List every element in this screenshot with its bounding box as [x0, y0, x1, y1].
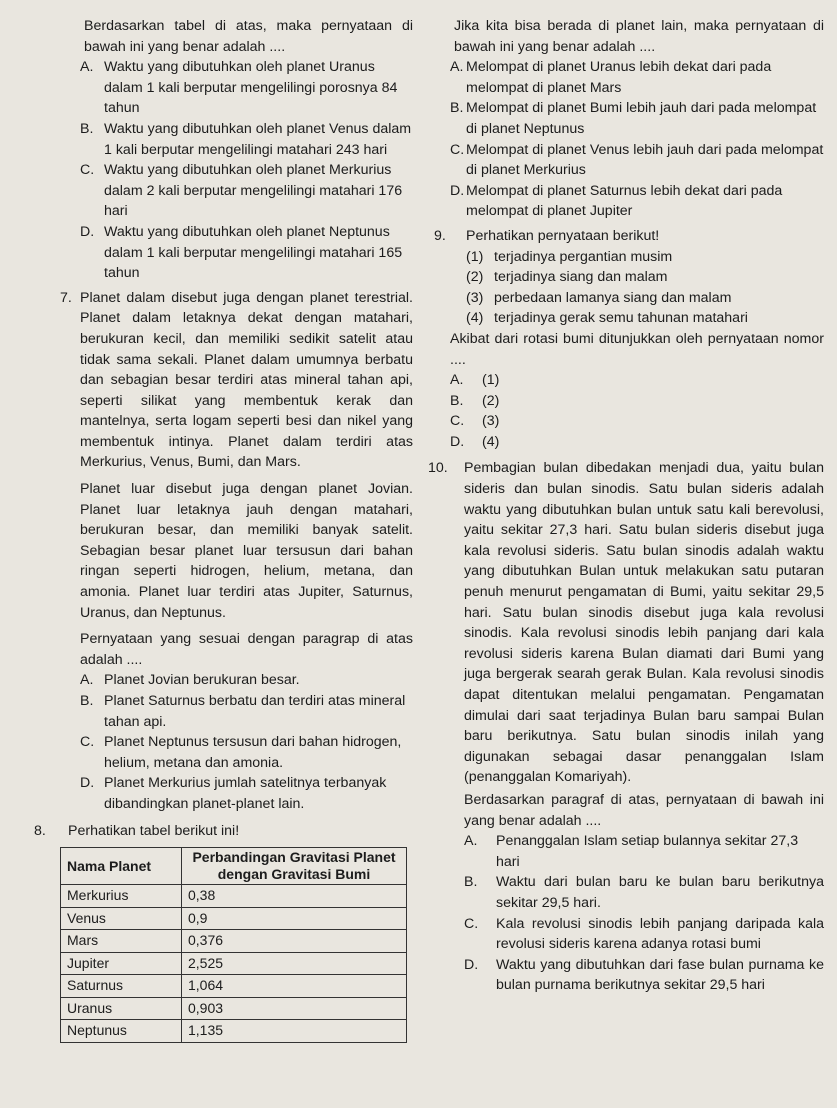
statement-text: terjadinya pergantian musim — [494, 248, 673, 265]
table-row — [61, 1020, 407, 1043]
q9-statement — [450, 267, 824, 288]
cell-value: 0,903 — [182, 997, 407, 1020]
option-letter: A. — [450, 59, 464, 76]
option-letter: C. — [464, 915, 479, 932]
option-letter: D. — [464, 956, 479, 973]
q6-option-d[interactable] — [68, 222, 413, 284]
q10-option-c[interactable] — [464, 914, 824, 955]
q8-option-b[interactable] — [434, 98, 824, 139]
cell-value: 1,064 — [182, 975, 407, 998]
cell-planet: Venus — [61, 907, 182, 930]
cell-value: 0,38 — [182, 885, 407, 908]
q7-question: Pernyataan yang sesuai dengan paragrap di atas adalah .... — [80, 631, 413, 668]
q10-option-b[interactable] — [464, 872, 824, 913]
table-row — [61, 975, 407, 998]
option-text: Waktu yang dibutuhkan oleh planet Uranus dalam 1 kali berputar mengelilingi porosnya 84 tahun — [104, 59, 398, 117]
option-text: Waktu dari bulan baru ke bulan baru berikutnya sekitar 29,5 hari. — [496, 874, 824, 911]
q7-paragraph-2: Planet luar disebut juga dengan planet Jovian. Planet luar letaknya jauh dengan matahari, berukuran besar, dan memiliki banyak satelit. Sebagian besar planet luar tersusun dari bahan ringan seperti hidrogen, helium, metana, dan amonia. Planet luar terdiri atas Jupiter, Saturnus, Uranus, dan Neptunus. — [80, 481, 413, 621]
q10-paragraph: Pembagian bulan dibedakan menjadi dua, yaitu bulan sideris dan bulan sinodis. Satu bulan sideris adalah waktu yang dibutuhkan bulan untuk satu kali berevolusi, yaitu sekitar 27,3 hari. Satu bulan sideris disebut juga kala revolusi sideris. Satu bulan sinodis adalah waktu yang dibutuhkan Bulan untuk melakukan satu putaran penuh menurut pengamatan di Bumi, yaitu sekitar 29,5 hari. Satu bulan sinodis disebut juga kala revolusi sinodis. Kala revolusi sinodis lebih panjang dari kala revolusi sideris karena Bulan diamati dari Bumi yang juga bergerak searah gerak Bulan. Kala revolusi sinodis dapat ditentukan melalui pengamatan. Pengamatan dimulai dari saat terjadinya Bulan baru sampai Bulan baru berikutnya. Satu bulan sinodis inilah yang digunakan sebagai dasar penanggalan Islam (penanggalan Komariyah). — [464, 460, 824, 786]
cell-planet: Mars — [61, 930, 182, 953]
q9-statement — [450, 308, 824, 329]
option-text: Waktu yang dibutuhkan oleh planet Venus dalam 1 kali berputar mengelilingi matahari 243 hari — [104, 120, 412, 158]
statement-number: (1) — [466, 248, 484, 265]
option-text: (2) — [482, 392, 500, 409]
option-text: Penanggalan Islam setiap bulannya sekitar 27,3 hari — [496, 833, 799, 870]
option-letter: C. — [80, 734, 95, 751]
option-letter: C. — [450, 141, 465, 158]
q10-option-d[interactable] — [464, 955, 824, 996]
q8-continuation-intro: Jika kita bisa berada di planet lain, maka pernyataan di bawah ini yang benar adalah .... — [454, 18, 824, 55]
question-7 — [60, 288, 413, 815]
option-text: Planet Jovian berukuran besar. — [104, 672, 300, 689]
option-letter: D. — [450, 182, 465, 199]
header-gravity-ratio: Perbandingan Gravitasi Planet dengan Gravitasi Bumi — [182, 848, 407, 885]
q8-prompt: Perhatikan tabel berikut ini! — [68, 822, 240, 839]
option-text: Planet Merkurius jumlah satelitnya terbanyak dibandingkan planet-planet lain. — [104, 775, 387, 812]
option-text: (3) — [482, 413, 500, 430]
right-column — [428, 16, 824, 996]
q7-option-d[interactable] — [68, 773, 413, 814]
option-letter: C. — [450, 413, 465, 430]
option-text: Melompat di planet Bumi lebih jauh dari pada melompat di planet Neptunus — [466, 100, 817, 137]
option-letter: B. — [450, 392, 464, 409]
question-8 — [34, 821, 413, 1043]
q6-option-a[interactable] — [68, 57, 413, 119]
option-letter: A. — [80, 59, 94, 76]
q9-statement — [450, 247, 824, 268]
option-text: Planet Saturnus berbatu dan terdiri atas mineral tahan api. — [104, 693, 406, 730]
q7-option-a[interactable] — [68, 670, 413, 691]
option-text: Melompat di planet Saturnus lebih dekat dari pada melompat di planet Jupiter — [466, 182, 783, 220]
option-letter: D. — [80, 775, 95, 792]
cell-planet: Jupiter — [61, 952, 182, 975]
option-letter: B. — [80, 120, 94, 137]
header-planet-name: Nama Planet — [61, 848, 182, 885]
option-letter: C. — [80, 162, 95, 179]
q6-intro: Berdasarkan tabel di atas, maka pernyataan di bawah ini yang benar adalah .... — [84, 18, 413, 55]
question-number: 9. — [434, 227, 446, 244]
option-letter: B. — [80, 693, 94, 709]
q9-option-a[interactable] — [450, 370, 824, 391]
option-text: Waktu yang dibutuhkan oleh planet Merkurius dalam 2 kali berputar mengelilingi matahari 176 hari — [104, 162, 403, 220]
cell-value: 0,376 — [182, 930, 407, 953]
statement-text: perbedaan lamanya siang dan malam — [494, 289, 732, 306]
q7-option-b[interactable] — [68, 691, 413, 732]
q10-question: Berdasarkan paragraf di atas, pernyataan di bawah ini yang benar adalah .... — [464, 791, 824, 829]
cell-planet: Neptunus — [61, 1020, 182, 1043]
question-9 — [434, 226, 824, 453]
option-letter: A. — [464, 833, 478, 850]
option-text: Waktu yang dibutuhkan oleh planet Neptunus dalam 1 kali berputar mengelilingi matahari 165 tahun — [104, 223, 403, 282]
table-row — [61, 907, 407, 930]
q8-option-d[interactable] — [434, 181, 824, 222]
q9-option-c[interactable] — [450, 411, 824, 432]
question-number: 8. — [34, 822, 46, 839]
cell-planet: Saturnus — [61, 975, 182, 998]
question-number: 7. — [60, 289, 72, 306]
q9-prompt: Perhatikan pernyataan berikut! — [466, 227, 660, 244]
option-letter: A. — [80, 672, 94, 689]
table-row — [61, 997, 407, 1020]
q9-option-d[interactable] — [450, 432, 824, 453]
option-text: (4) — [482, 433, 500, 450]
table-header — [61, 848, 407, 885]
option-letter: D. — [80, 223, 95, 240]
q9-statement — [450, 288, 824, 309]
q6-option-b[interactable] — [68, 119, 413, 160]
gravity-table — [60, 847, 407, 1043]
q9-question: Akibat dari rotasi bumi ditunjukkan oleh pernyataan nomor .... — [450, 330, 824, 368]
q8-option-a[interactable] — [434, 57, 824, 98]
statement-number: (3) — [466, 289, 484, 306]
option-text: (1) — [482, 372, 500, 389]
option-letter: B. — [464, 874, 478, 891]
cell-value: 2,525 — [182, 952, 407, 975]
q7-option-c[interactable] — [68, 732, 413, 773]
question-10 — [428, 458, 824, 995]
option-letter: B. — [450, 100, 464, 117]
q9-option-b[interactable] — [450, 391, 824, 412]
cell-planet: Merkurius — [61, 885, 182, 908]
cell-value: 0,9 — [182, 907, 407, 930]
option-letter: D. — [450, 433, 465, 450]
q7-paragraph-1: Planet dalam disebut juga dengan planet terestrial. Planet dalam letaknya dekat dengan matahari, berukuran kecil, dan memiliki sedikit satelit atau tidak sama sekali. Planet dalam umumnya berbatu dan sebagian besar terdiri atas mineral tahan api, seperti silikat yang membentuk kerak dan mantelnya, serta logam seperti besi dan nikel yang membentuk intinya. Planet dalam terdiri atas Merkurius, Venus, Bumi, dan Mars. — [80, 289, 413, 471]
statement-text: terjadinya siang dan malam — [494, 269, 668, 286]
option-text: Melompat di planet Uranus lebih dekat dari pada melompat di planet Mars — [466, 59, 772, 96]
statement-number: (2) — [466, 269, 484, 286]
statement-text: terjadinya gerak semu tahunan matahari — [494, 310, 748, 327]
q10-option-a[interactable] — [464, 831, 824, 872]
option-text: Kala revolusi sinodis lebih panjang daripada kala revolusi sideris karena adanya rotasi bumi — [496, 915, 824, 953]
option-letter: A. — [450, 372, 464, 389]
cell-planet: Uranus — [61, 997, 182, 1020]
cell-value: 1,135 — [182, 1020, 407, 1043]
option-text: Waktu yang dibutuhkan dari fase bulan purnama ke bulan purnama berikutnya sekitar 29,5 hari — [496, 956, 824, 994]
q8-option-c[interactable] — [434, 140, 824, 181]
option-text: Planet Neptunus tersusun dari bahan hidrogen, helium, metana dan amonia. — [104, 734, 402, 771]
question-number: 10. — [428, 460, 448, 477]
option-text: Melompat di planet Venus lebih jauh dari pada melompat di planet Merkurius — [466, 141, 824, 179]
table-row — [61, 930, 407, 953]
left-column — [34, 16, 413, 1043]
table-row — [61, 885, 407, 908]
table-row — [61, 952, 407, 975]
statement-number: (4) — [466, 310, 484, 327]
q6-option-c[interactable] — [68, 160, 413, 222]
